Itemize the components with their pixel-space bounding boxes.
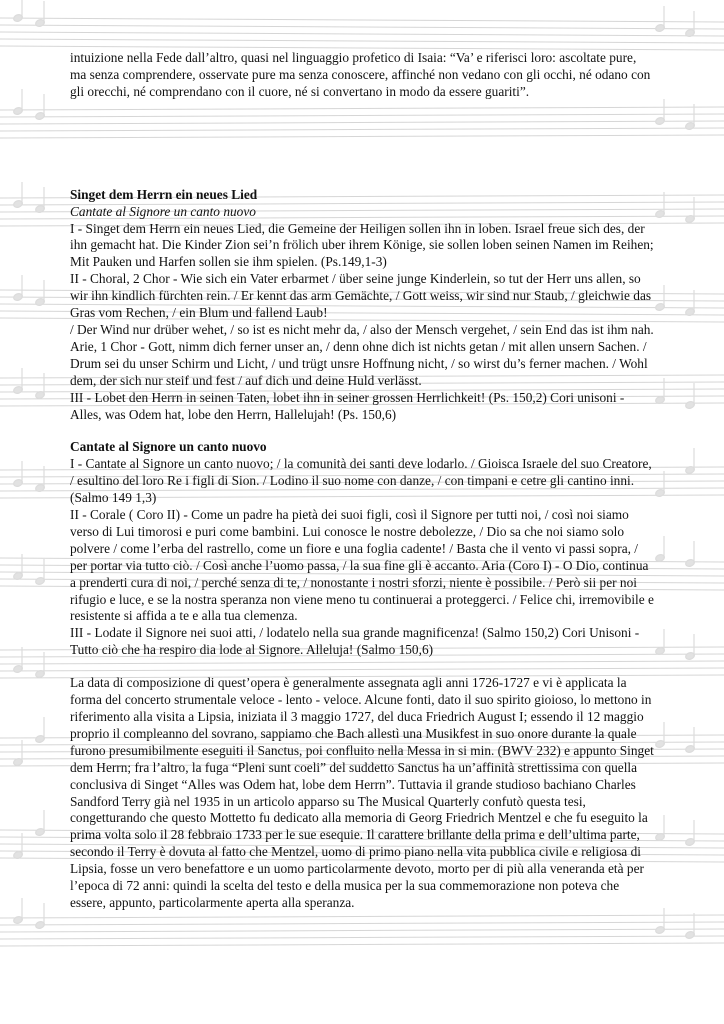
section-spacer <box>70 659 655 675</box>
italian-heading: Cantate al Signore un canto nuovo <box>70 439 267 455</box>
italian-movement-2: II - Corale ( Coro II) - Come un padre ha pietà dei suoi figli, così il Signore per tutti noi, / così noi siamo verso di Lui timorosi e puri come bambini. Lui conosce le nostre debolezze, / Dio sa che noi siamo solo polvere / come l’erba del rastrello, come un fiore e una foglia cadente! / Basta che il vento vi passi sopra, / per portar via tutto ciò. / Così anche l’uomo passa, / la sua fine gli è accanto. Aria (Coro I) - O Dio, continua a prenderti cura di noi, / perché senza di te, / nonostante i nostri sforzi, niente è possibile. / Però sii per noi rifugio e luce, e se la nostra speranza non viene meno tu continuerai a proteggerci. / Felice chi, irremovibile e resistente si affida a te e alla tua clemenza. <box>70 507 654 624</box>
section-spacer <box>70 101 655 187</box>
italian-movement-3: III - Lodate il Signore nei suoi atti, / lodatelo nella sua grande magnificenza! (Salmo 150,2) Cori Unisoni - Tutto ciò che ha respiro dia lode al Signore. Alleluja! (Salmo 150,6) <box>70 625 640 658</box>
german-movement-1: I - Singet dem Herrn ein neues Lied, die Gemeine der Heiligen sollen ihn in loben. Israel freue sich des, der ihn gemacht hat. Die Kinder Zion sei’n frölich uber ihrem Könige, sie sollen loben seinen Namen im Reihen; Mit Pauken und Harfen sollen sie ihm spielen. (Ps.149,1-3) <box>70 220 654 270</box>
section-spacer <box>70 423 655 439</box>
german-subtitle: Cantate al Signore un canto nuovo <box>70 203 256 219</box>
german-movement-2-continued: / Der Wind nur drüber wehet, / so ist es nicht mehr da, / also der Mensch vergehet, / sein End das ist ihm nah. Arie, 1 Chor - Gott, nimm dich ferner unser an, / denn ohne dich ist nichts getan / mit allen unsern Sachen. / Drum sei du unser Schirm und Licht, / und trügt unsre Hoffnung nicht, / so wirst du’s ferner machen. / Wohl dem, der sich nur steif und fest / auf dich und deine Huld verlässt. <box>70 321 654 388</box>
german-movement-2: II - Choral, 2 Chor - Wie sich ein Vater erbarmet / über seine junge Kinderlein, so tut der Herr uns allen, so wir ihn kindlich fürchten rein. / Er kennt das arm Gemächte, / Gott weiss, wir sind nur Staub, / gleichwie das Gras vom Rechen, / ein Blum und fallend Laub! <box>70 271 652 321</box>
intro-paragraph: intuizione nella Fede dall’altro, quasi nel linguaggio profetico di Isaia: “Va’ e riferisci loro: ascoltate pure, ma senza comprendere, osservate pure ma senza conoscere, affinché non vedano con gli occhi, né odano con gli orecchi, né comprendano con il cuore, né si convertano in modo da essere guariti”. <box>70 50 651 99</box>
german-heading: Singet dem Herrn ein neues Lied <box>70 186 258 202</box>
italian-movement-1: I - Cantate al Signore un canto nuovo; / la comunità dei santi deve lodarlo. / Gioisca Israele del suo Creatore, / esultino del loro Re i figli di Sion. / Lodino il suo nome con danze, / con timpani e cetre gli cantino inni. (Salmo 149 1,3) <box>70 456 652 506</box>
german-movement-3: III - Lobet den Herrn in seinen Taten, lobet ihn in seiner grossen Herrlichkeit! (Ps. 150,2) Cori unisoni - Alles, was Odem hat, lobe den Herrn, Hallelujah! (Ps. 150,6) <box>70 389 625 422</box>
commentary-paragraph: La data di composizione di quest’opera è generalmente assegnata agli anni 1726-1727 e vi è applicata la forma del concerto strumentale veloce - lento - veloce. Alcune fonti, dato il suo spirito gioioso, lo mettono in riferimento alla visita a Lipsia, iniziata il 3 maggio 1727, del duca Friedrich August I; essendo il 12 maggio proprio il compleanno del sovrano, sappiamo che Bach allestì una Musikfest in suo onore durante la quale furono presumibilmente eseguiti il Sanctus, poi confluito nella Messa in si min. (BWV 232) e appunto Singet dem Herrn; fra l’altro, la fuga “Pleni sunt coeli” del suddetto Sanctus ha un’affinità strettissima con quella conclusiva di Singet “Alles was Odem hat, lobe dem Herrn”. Tuttavia il grande studioso bachiano Charles Sandford Terry già nel 1935 in un articolo apparso su The Musical Quarterly confutò questa tesi, congetturando che questo Mottetto fu dedicato alla memoria di Georg Friedrich Mentzel e che fu eseguito la prima volta solo il 28 febbraio 1733 per le sue esequie. Il carattere brillante della prima e dell’ultima parte, secondo il Terry è dovuta al fatto che Mentzel, uomo di primo piano nella vita pubblica civile e religiosa di Lipsia, fosse un vero benefattore e un uomo particolarmente devoto, morto per di più alla veneranda età per l’epoca di 72 anni: quindi la scelta del testo e della musica per la sua commemorazione non poteva che essere, appunto, particolarmente aperta alla speranza. <box>70 675 654 910</box>
document-body <box>70 50 655 912</box>
